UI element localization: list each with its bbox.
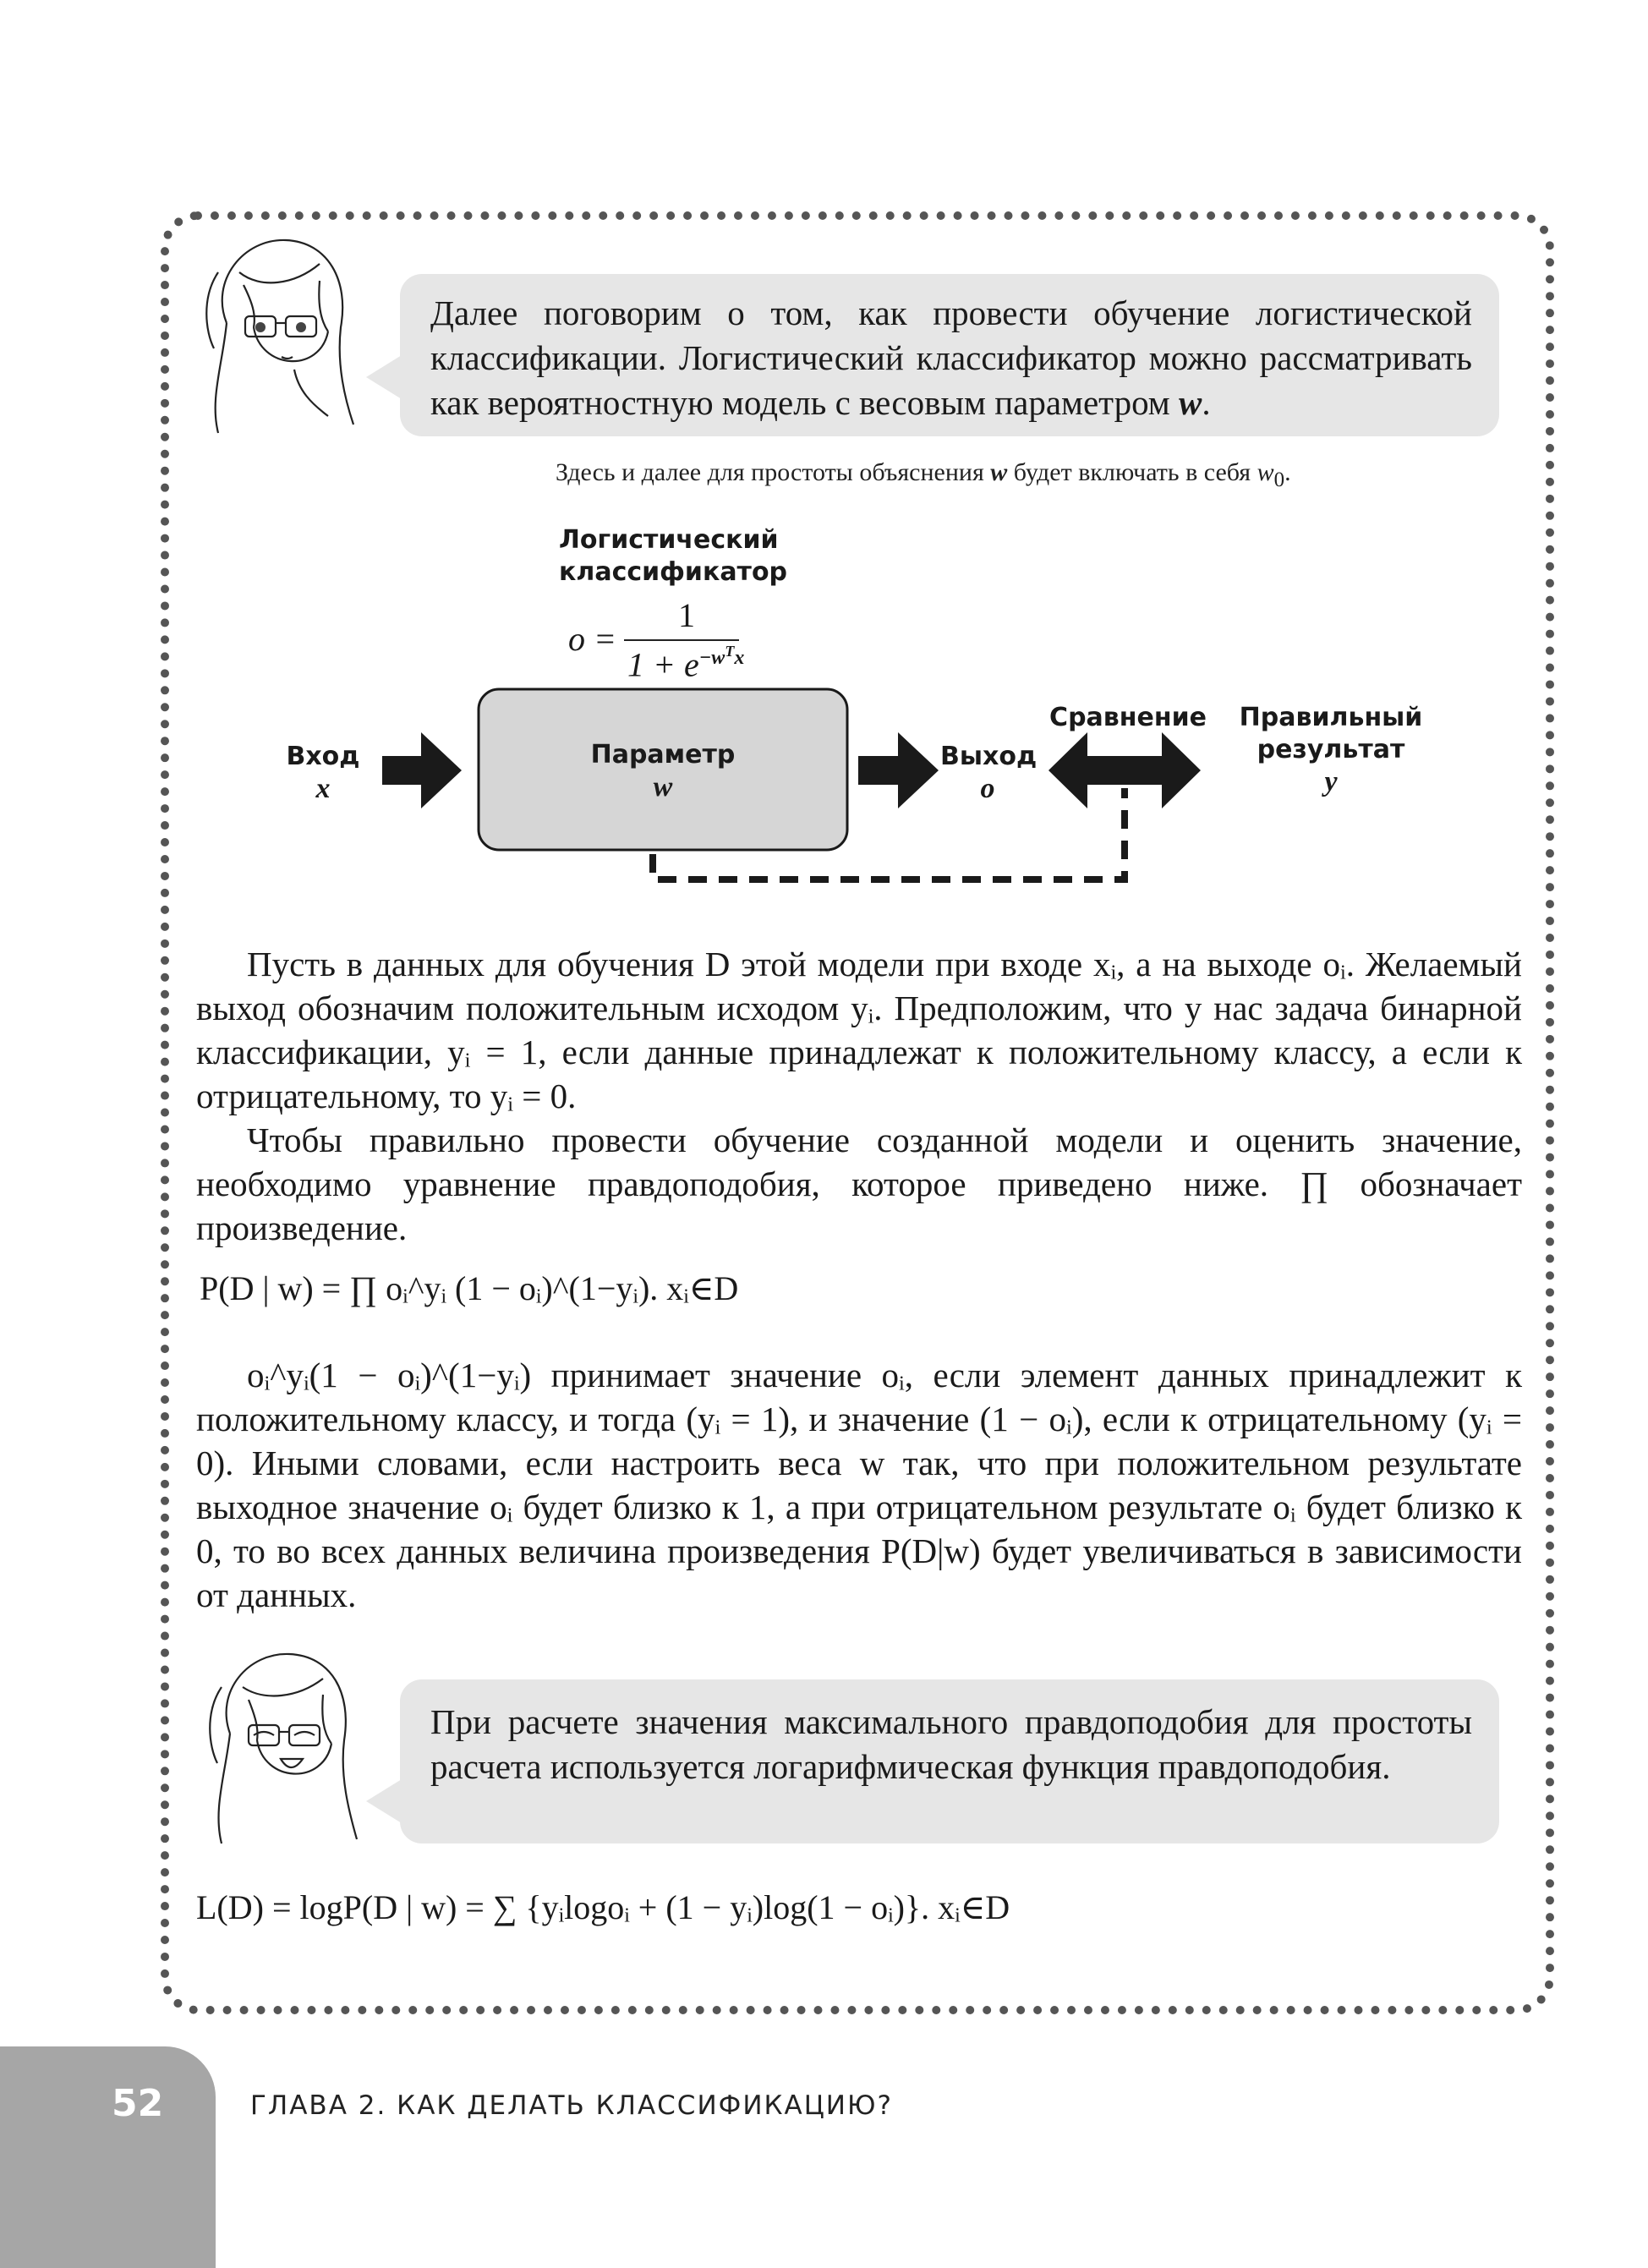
formula-numerator: 1 (678, 596, 695, 634)
paragraph-2: Чтобы правильно провести обучение созданной модели и оценить значение, необходимо уравнение правдоподобия, которое приведено ниже. ∏ обозначает произведение. (196, 1120, 1522, 1247)
body-text (196, 942, 1522, 1250)
parameter-label (479, 739, 847, 803)
note-text-mid: будет включать в себя (1007, 458, 1257, 486)
correct-label-line2: результат (1257, 735, 1405, 764)
bubble-text: Далее поговорим о том, как провести обучение логистической классификации. Логистический классификатор можно рассматривать как вероятностную модель с весовым параметром (430, 293, 1472, 422)
formula-exp: −w (698, 647, 725, 669)
bubble-text-end: . (1202, 383, 1211, 422)
arrow-right-icon (858, 732, 939, 808)
parameter-label-text: Параметр (590, 740, 736, 770)
formula-exp-x: x (734, 647, 745, 669)
bubble-2-text: При расчете значения максимального правдоподобия для простоты расчета используется логарифмическая функция правдоподобия. (430, 1702, 1472, 1786)
page-number: 52 (112, 2082, 164, 2125)
body-text-2 (196, 1353, 1522, 1617)
formula-denominator: 1 + e (627, 645, 699, 684)
speech-bubble-tail (366, 1779, 402, 1823)
output-label-text: Выход (940, 742, 1038, 771)
note-var-w0: w (1257, 458, 1274, 486)
formula-lhs: o = (568, 620, 616, 658)
likelihood-formula (200, 1268, 738, 1308)
correct-result-label (1238, 702, 1424, 798)
output-label (940, 741, 1038, 805)
note-var-w: w (990, 458, 1008, 486)
anime-girl-laughing-illustration (196, 1641, 365, 1852)
note-sub: 0 (1273, 468, 1285, 491)
classifier-title-line1: Логистический (559, 525, 779, 555)
note-text: Здесь и далее для простоты объяснения (556, 458, 991, 486)
log-likelihood-formula (196, 1887, 1010, 1927)
chapter-title: ГЛАВА 2. КАК ДЕЛАТЬ КЛАССИФИКАЦИЮ? (250, 2090, 893, 2121)
arrow-right-icon (382, 732, 462, 808)
note-text-end: . (1284, 458, 1291, 486)
classifier-title-line2: классификатор (559, 557, 788, 587)
compare-label-text: Сравнение (1049, 703, 1207, 732)
input-label-text: Вход (286, 742, 360, 771)
output-var-o: o (980, 773, 995, 804)
input-var-x: x (315, 773, 331, 804)
formula-exp-sup: T (725, 643, 735, 660)
correct-label-line1: Правильный (1239, 703, 1423, 732)
bubble-var-w: w (1179, 383, 1202, 422)
parameter-var-w: w (653, 771, 673, 803)
correct-var-y: y (1324, 766, 1338, 797)
log-likelihood-formula-text: L(D) = logP(D | w) = ∑ {yᵢlogoᵢ + (1 − yᵢ)log(1 − oᵢ)}. xᵢ∈D (196, 1888, 1010, 1926)
paragraph-3: oᵢ^yᵢ(1 − oᵢ)^(1−yᵢ) принимает значение oᵢ, если элемент данных принадлежит к положительному классу, и тогда (yᵢ = 1), и значение (1 − oᵢ), если к отрицательному (yᵢ = 0). Иными словами, если настроить веса w так, что при положительном результате выходное значение oᵢ будет близко к 1, а при отрицательном результате oᵢ будет близко к 0, то во всех данных величина произведения P(D|w) будет увеличиваться в зависимости от данных. (196, 1356, 1522, 1614)
speech-bubble-2 (400, 1679, 1499, 1843)
likelihood-formula-text: P(D | w) = ∏ oᵢ^yᵢ (1 − oᵢ)^(1−yᵢ). xᵢ∈D (200, 1269, 739, 1307)
compare-label (1045, 702, 1211, 734)
page-number-tab (0, 2046, 216, 2268)
paragraph-1: Пусть в данных для обучения D этой модели при входе xᵢ, а на выходе oᵢ. Желаемый выход обозначим положительным исходом yᵢ. Предположим, что у нас задача бинарной классификации, yᵢ = 1, если данные принадлежат к положительному классу, а если к отрицательному, то yᵢ = 0. (196, 945, 1522, 1115)
